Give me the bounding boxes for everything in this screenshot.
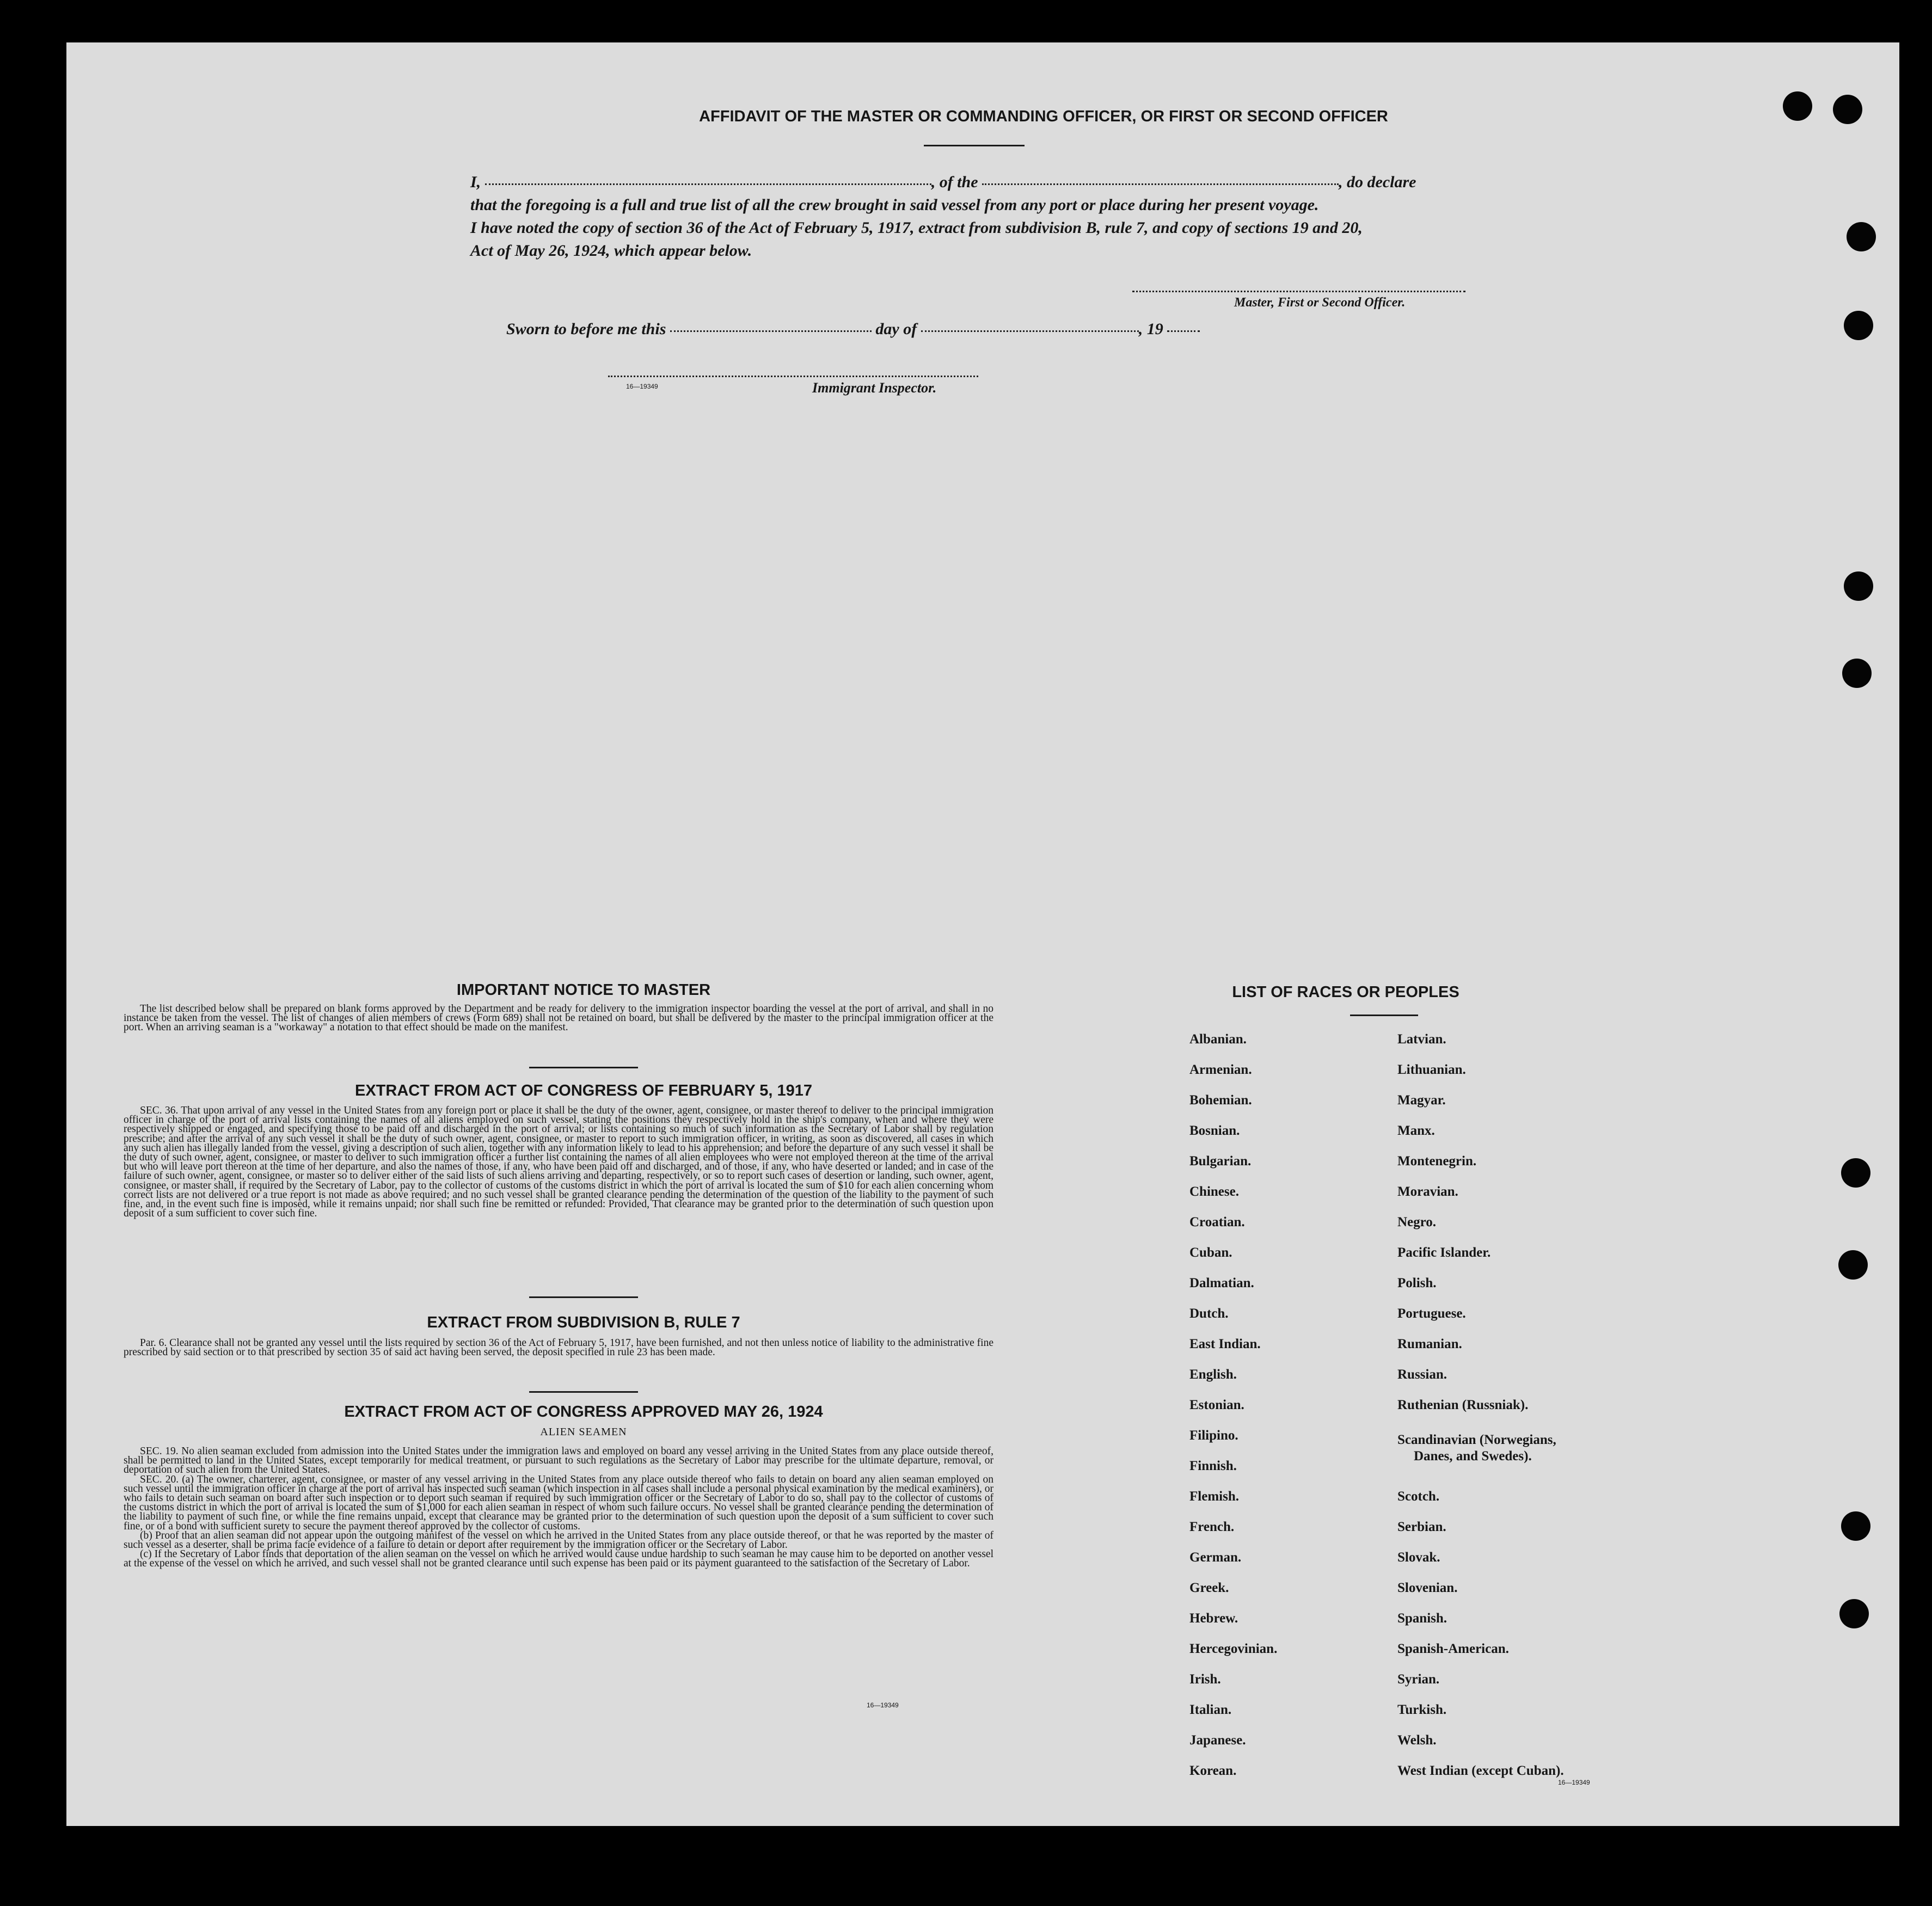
race-item: Scandinavian (Norwegians, (1397, 1432, 1556, 1447)
rule7-title: EXTRACT FROM SUBDIVISION B, RULE 7 (427, 1314, 740, 1331)
race-item: Greek. (1189, 1581, 1229, 1595)
race-item: Latvian. (1397, 1032, 1446, 1047)
race-item: Scotch. (1397, 1489, 1440, 1504)
races-title: LIST OF RACES OR PEOPLES (1232, 983, 1459, 1001)
rule7-rule (529, 1391, 638, 1393)
notice-body (124, 1004, 993, 1032)
race-item: Bohemian. (1189, 1093, 1252, 1108)
race-item: Finnish. (1189, 1459, 1237, 1473)
sworn-prefix: Sworn to before me this (506, 320, 666, 338)
sworn-year: , 19 (1138, 320, 1163, 338)
punch-hole (1844, 311, 1873, 340)
punch-hole (1842, 659, 1872, 688)
race-item: Hebrew. (1189, 1611, 1238, 1626)
race-item: Manx. (1397, 1123, 1435, 1138)
sec-20a-paragraph: SEC. 20. (a) The owner, charterer, agent, consignee, or master of any vessel arriving in the United States from any place outside thereof who fails to detain on board any alien seaman employed on such vessel until the immigration officer in charge at the port of arrival has inspected such seaman (which inspection in all cases shall include a personal physical examination by the medical examiners), or who fails to detain such seaman on board after such inspection or to deport such seaman if required by such immigration officer or the Secretary of Labor to do so, shall pay to the collector of customs of the customs district in which the port of arrival is located the sum of $1,000 for each alien seaman in respect of whom such failure occurs. No vessel shall be granted clearance pending the determination of the liability to payment of such fine, or while the fine remains unpaid, except that clearance may be granted prior to the determination of such question upon the deposit of a sum sufficient to cover such fine, or of a bond with sufficient surety to secure the payment thereof approved by the collector of customs. (124, 1473, 993, 1532)
race-item: Dutch. (1189, 1306, 1229, 1321)
race-item: Chinese. (1189, 1184, 1239, 1199)
signature-blank (1132, 291, 1465, 292)
sworn-month-blank (921, 330, 1139, 332)
race-item: Cuban. (1189, 1245, 1232, 1260)
extract-1917-body (124, 1106, 993, 1218)
race-item: Spanish-American. (1397, 1641, 1509, 1656)
name-blank (485, 183, 931, 185)
races-form-number: 16—19349 (1558, 1779, 1590, 1786)
race-item: Pacific Islander. (1397, 1245, 1491, 1260)
race-item: Irish. (1189, 1672, 1221, 1687)
extract-1917-rule (529, 1296, 638, 1298)
race-item: West Indian (except Cuban). (1397, 1763, 1564, 1778)
race-item: East Indian. (1189, 1337, 1261, 1351)
race-item: Lithuanian. (1397, 1062, 1466, 1077)
race-item: Filipino. (1189, 1428, 1238, 1443)
vessel-blank (982, 183, 1339, 185)
race-item: Polish. (1397, 1276, 1437, 1290)
race-item: Croatian. (1189, 1215, 1245, 1229)
race-item: Rumanian. (1397, 1337, 1462, 1351)
sec-19-paragraph: SEC. 19. No alien seaman excluded from admission into the United States under the immigration laws and employed on board any vessel arriving in the United States from any place outside thereof, shall be permitted to land in the United States, except temporarily for medical treatment, or pursuant to such regulations as the Secretary of Labor may prescribe for the ultimate departure, removal, or deportation of such alien from the United States. (124, 1446, 993, 1476)
signature-label: Master, First or Second Officer. (1234, 296, 1406, 310)
race-item: Italian. (1189, 1702, 1232, 1717)
race-item: Estonian. (1189, 1398, 1244, 1412)
race-item: Slovenian. (1397, 1581, 1458, 1595)
race-item: Serbian. (1397, 1520, 1446, 1534)
rule7-body (124, 1338, 993, 1357)
affidavit-title-rule (924, 145, 1025, 146)
manifest-sheet (66, 42, 1899, 1826)
race-item: Hercegovinian. (1189, 1641, 1278, 1656)
punch-hole (1839, 1599, 1869, 1628)
alien-seamen-subtitle: ALIEN SEAMEN (540, 1426, 627, 1438)
race-item: Armenian. (1189, 1062, 1252, 1077)
affidavit-line-1 (470, 173, 1554, 192)
race-item: Korean. (1189, 1763, 1237, 1778)
race-item: Ruthenian (Russniak). (1397, 1398, 1529, 1412)
race-item: Slovak. (1397, 1550, 1440, 1565)
affidavit-line-4: Act of May 26, 1924, which appear below. (470, 242, 752, 260)
race-item: English. (1189, 1367, 1237, 1382)
races-title-rule (1350, 1015, 1418, 1016)
race-item: Portuguese. (1397, 1306, 1466, 1321)
sec-20b-paragraph: (b) Proof that an alien seaman did not appear upon the outgoing manifest of the vessel on which he arrived in the United States from any place outside thereof, or that he was reported by the master of such vessel as a deserter, shall be prima facie evidence of a failure to detain or deport after requirement by the immigration officer or the Secretary of Labor. (124, 1529, 993, 1551)
punch-hole (1841, 1158, 1870, 1188)
race-item: German. (1189, 1550, 1242, 1565)
punch-hole (1838, 1250, 1868, 1280)
race-item: Spanish. (1397, 1611, 1448, 1626)
race-item: Danes, and Swedes). (1414, 1449, 1532, 1464)
race-item: Albanian. (1189, 1032, 1247, 1047)
affidavit-declare: , do declare (1339, 173, 1416, 191)
race-item: Negro. (1397, 1215, 1437, 1229)
punch-hole (1844, 571, 1873, 601)
affidavit-line-3: I have noted the copy of section 36 of the Act of February 5, 1917, extract from subdivision B, rule 7, and copy of sections 19 and 20, (470, 219, 1363, 237)
race-item: Montenegrin. (1397, 1154, 1477, 1169)
race-item: Bosnian. (1189, 1123, 1240, 1138)
sec-36-paragraph: SEC. 36. That upon arrival of any vessel in the United States from any foreign port or place it shall be the duty of the owner, agent, consignee, or master thereof to deliver to the principal immigration officer in charge of the port of arrival lists containing the names of all aliens employed on such vessel, stating the positions they respectively hold in the ship's company, when and where they were respectively shipped or engaged, and specifying those to be paid off and discharged in the port of arrival; or lists containing so much of such information as the Secretary of Labor shall by regulation prescribe; and after the arrival of any such vessel it shall be the duty of such owner, agent, consignee, or master to report to such immigration officer, in writing, as soon as discovered, all cases in which any such alien has illegally landed from the vessel, giving a description of such alien, together with any information likely to lead to his apprehension; and before the departure of any such vessel it shall be the duty of such owner, agent, consignee, or master to deliver to such immigration officer a further list containing the names of all alien employees who were not employed thereon at the time of the arrival but who will leave port thereon at the time of her departure, and also the names of those, if any, who have been paid off and discharged, and of those, if any, who have deserted or landed; and in case of the failure of such owner, agent, consignee, or master so to deliver either of the said lists of such aliens arriving and departing, respectively, or so to report such cases of desertion or landing, such owner, agent, consignee, or master shall, if required by the Secretary of Labor, pay to the collector of customs of the customs district in which the port of arrival is located the sum of $10 for each alien concerning whom correct lists are not delivered or a true report is not made as above required; and no such vessel shall be granted clearance pending the determination of the question of the liability to the payment of such fine, and, in the event such fine is imposed, while it remains unpaid; nor shall such fine be remitted or refunded: Provided, That clearance may be granted prior to the determination of such question upon deposit of a sum sufficient to cover such fine. (124, 1105, 993, 1220)
sec-20c-paragraph: (c) If the Secretary of Labor finds that deportation of the alien seaman on the vessel on which he arrived would cause undue hardship to such seaman he may cause him to be deported on another vessel at the expense of the vessel on which he arrived, and such vessel shall not be granted clearance until such expense has been paid or its payment guaranteed to the satisfaction of the Secretary of Labor. (124, 1548, 993, 1570)
sworn-line (506, 320, 1200, 339)
notice-paragraph: The list described below shall be prepared on blank forms approved by the Department and be ready for delivery to the immigration inspector boarding the vessel at the port of arrival, and shall in no instance be taken from the vessel. The list of changes of alien members of crews (Form 689) shall not be retained on board, but shall be delivered by the master to the principal immigration officer at the port. When an arriving seaman is a "workaway" a notation to that effect should be made on the manifest. (124, 1003, 993, 1034)
sworn-year-blank (1167, 330, 1200, 332)
race-item: Turkish. (1397, 1702, 1447, 1717)
affidavit-i: I, (470, 173, 481, 191)
race-item: Flemish. (1189, 1489, 1239, 1504)
inspector-blank (608, 376, 978, 377)
race-item: Dalmatian. (1189, 1276, 1254, 1290)
punch-hole (1833, 95, 1862, 124)
extract-1924-body (124, 1447, 993, 1569)
inspector-label: Immigrant Inspector. (812, 380, 937, 396)
notice-title: IMPORTANT NOTICE TO MASTER (456, 981, 711, 999)
race-item: Moravian. (1397, 1184, 1458, 1199)
race-item: Bulgarian. (1189, 1154, 1252, 1169)
race-item: Russian. (1397, 1367, 1448, 1382)
affidavit-line-2: that the foregoing is a full and true list of all the crew brought in said vessel from any port or place during her present voyage. (470, 196, 1319, 214)
race-item: Welsh. (1397, 1733, 1437, 1748)
extract-1924-title: EXTRACT FROM ACT OF CONGRESS APPROVED MAY 26, 1924 (344, 1403, 823, 1421)
extract-1917-title: EXTRACT FROM ACT OF CONGRESS OF FEBRUARY 5, 1917 (354, 1082, 813, 1099)
punch-hole (1841, 1511, 1870, 1541)
par-6-paragraph: Par. 6. Clearance shall not be granted any vessel until the lists required by section 36 of the Act of February 5, 1917, have been furnished, and not then unless notice of liability to the administrative fine prescribed by said section or to that prescribed by section 35 of said act having been served, the deposit specified in rule 23 has been made. (124, 1337, 993, 1358)
affidavit-title: AFFIDAVIT OF THE MASTER OR COMMANDING OFFICER, OR FIRST OR SECOND OFFICER (699, 108, 1388, 125)
punch-hole (1847, 222, 1876, 251)
race-item: Japanese. (1189, 1733, 1246, 1748)
extract-1924-form-number: 16—19349 (867, 1701, 899, 1709)
race-item: Magyar. (1397, 1093, 1446, 1108)
affidavit-form-number: 16—19349 (626, 383, 658, 390)
punch-hole (1783, 91, 1812, 121)
affidavit-of-the: , of the (931, 173, 978, 191)
sworn-day-of: day of (875, 320, 917, 338)
race-item: Syrian. (1397, 1672, 1440, 1687)
race-item: French. (1189, 1520, 1235, 1534)
notice-rule (529, 1067, 638, 1068)
sworn-day-blank (670, 330, 872, 332)
